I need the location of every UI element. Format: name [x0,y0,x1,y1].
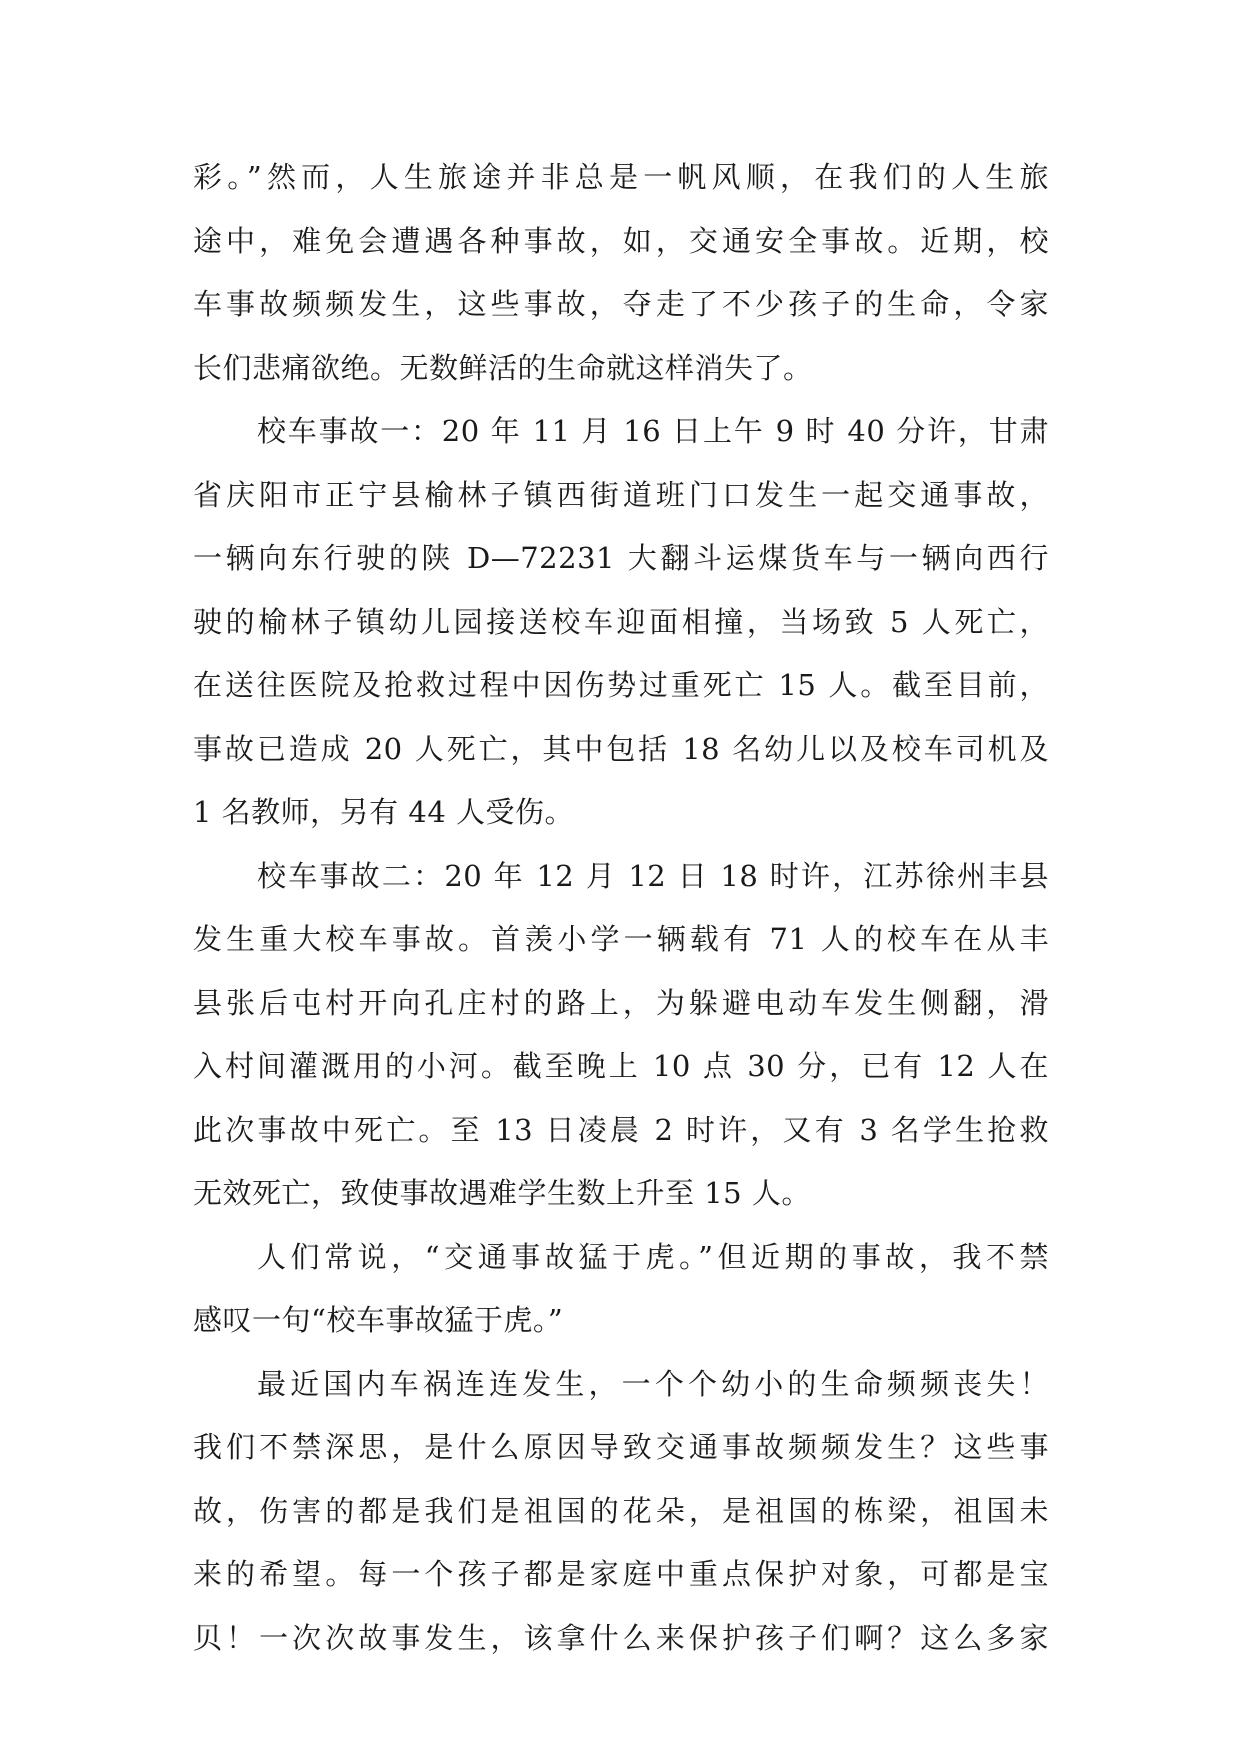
text-line: 此次事故中死亡。至 13 日凌晨 2 时许，又有 3 名学生抢救 [193,1112,1049,1147]
text-line: 校车事故二：20 年 12 月 12 日 18 时许，江苏徐州丰县 [257,858,1049,893]
text-line: 人们常说，“交通事故猛于虎。”但近期的事故，我不禁 [257,1239,1049,1274]
text-line: 校车事故一：20 年 11 月 16 日上午 9 时 40 分许，甘肃 [257,414,1049,448]
text-line: 彩。”然而，人生旅途并非总是一帆风顺，在我们的人生旅 [193,160,1049,194]
text-line: 事故已造成 20 人死亡，其中包括 18 名幼儿以及校车司机及 [193,731,1049,766]
paragraph-1 [193,146,1049,400]
text-line: 贝！一次次故事发生，该拿什么来保护孩子们啊？这么多家 [193,1620,1049,1655]
text-line: 我们不禁深思，是什么原因导致交通事故频频发生？这些事 [193,1430,1049,1464]
paragraph-3 [193,845,1049,1226]
text-line: 无效死亡，致使事故遇难学生数上升至 15 人。 [193,1176,811,1210]
text-line: 途中，难免会遭遇各种事故，如，交通安全事故。近期，校 [193,223,1049,258]
text-line: 驶的榆林子镇幼儿园接送校车迎面相撞，当场致 5 人死亡， [193,604,1049,639]
text-line: 在送往医院及抢救过程中因伤势过重死亡 15 人。截至目前， [193,668,1049,702]
paragraph-4 [193,1226,1049,1353]
text-line: 来的希望。每一个孩子都是家庭中重点保护对象，可都是宝 [193,1557,1049,1591]
text-line: 故，伤害的都是我们是祖国的花朵，是祖国的栋梁，祖国未 [193,1493,1049,1528]
text-line: 入村间灌溉用的小河。截至晚上 10 点 30 分，已有 12 人在 [193,1049,1049,1083]
text-line: 最近国内车祸连连发生，一个个幼小的生命频频丧失！ [257,1366,1049,1401]
text-line: 感叹一句“校车事故猛于虎。” [193,1303,564,1337]
text-line: 县张后屯村开向孔庄村的路上，为躲避电动车发生侧翻，滑 [193,985,1049,1020]
text-line: 长们悲痛欲绝。无数鲜活的生命就这样消失了。 [193,350,813,385]
document-body [193,146,1049,1670]
paragraph-2 [193,400,1049,845]
text-line: 1 名教师，另有 44 人受伤。 [193,795,575,829]
text-line: 省庆阳市正宁县榆林子镇西街道班门口发生一起交通事故， [193,477,1049,512]
paragraph-5 [193,1353,1049,1671]
text-line: 车事故频频发生，这些事故，夺走了不少孩子的生命，令家 [193,287,1049,321]
text-line: 发生重大校车事故。首羡小学一辆载有 71 人的校车在从丰 [193,922,1049,956]
text-line: 一辆向东行驶的陕 D—72231 大翻斗运煤货车与一辆向西行 [193,541,1049,575]
